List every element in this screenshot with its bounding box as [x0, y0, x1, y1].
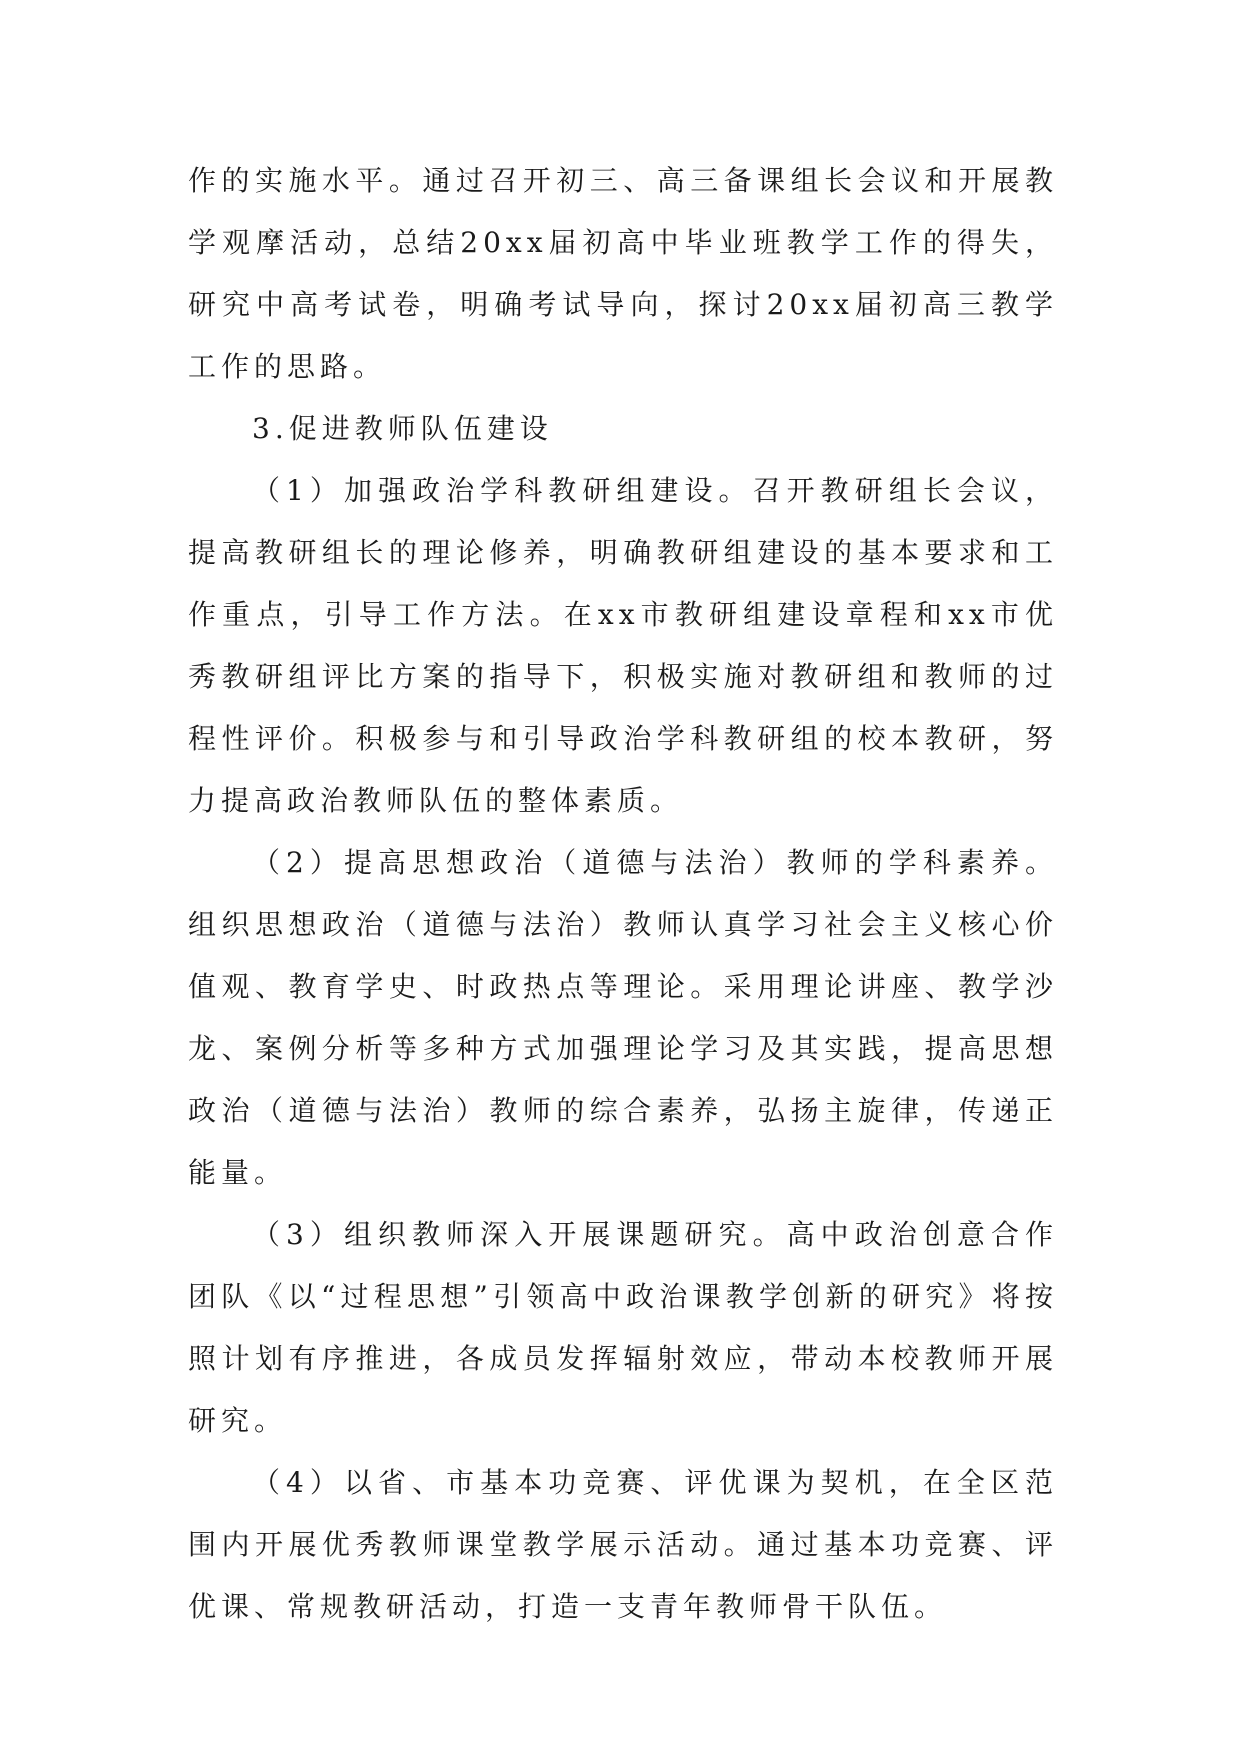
paragraph-item-4: （4）以省、市基本功竞赛、评优课为契机，在全区范围内开展优秀教师课堂教学展示活动。通过基本功竞赛、评优课、常规教研活动，打造一支青年教师骨干队伍。	[188, 1466, 1058, 1623]
paragraph-continuation: 作的实施水平。通过召开初三、高三备课组长会议和开展教学观摩活动，总结20xx届初高中毕业班教学工作的得失，研究中高考试卷，明确考试导向，探讨20xx届初高三教学工作的思路。	[188, 164, 1058, 383]
paragraph-item-1: （1）加强政治学科教研组建设。召开教研组长会议，提高教研组长的理论修养，明确教研组建设的基本要求和工作重点，引导工作方法。在xx市教研组建设章程和xx市优秀教研组评比方案的指导下，积极实施对教研组和教师的过程性评价。积极参与和引导政治学科教研组的校本教研，努力提高政治教师队伍的整体素质。	[188, 474, 1058, 817]
document-page	[188, 150, 1058, 1638]
paragraph-item-3: （3）组织教师深入开展课题研究。高中政治创意合作团队《以“过程思想”引领高中政治课教学创新的研究》将按照计划有序推进，各成员发挥辐射效应，带动本校教师开展研究。	[188, 1218, 1058, 1437]
section-heading-teacher-team: 3.促进教师队伍建设	[252, 412, 553, 445]
paragraph-item-2: （2）提高思想政治（道德与法治）教师的学科素养。组织思想政治（道德与法治）教师认真学习社会主义核心价值观、教育学史、时政热点等理论。采用理论讲座、教学沙龙、案例分析等多种方式加强理论学习及其实践，提高思想政治（道德与法治）教师的综合素养，弘扬主旋律，传递正能量。	[188, 846, 1058, 1189]
